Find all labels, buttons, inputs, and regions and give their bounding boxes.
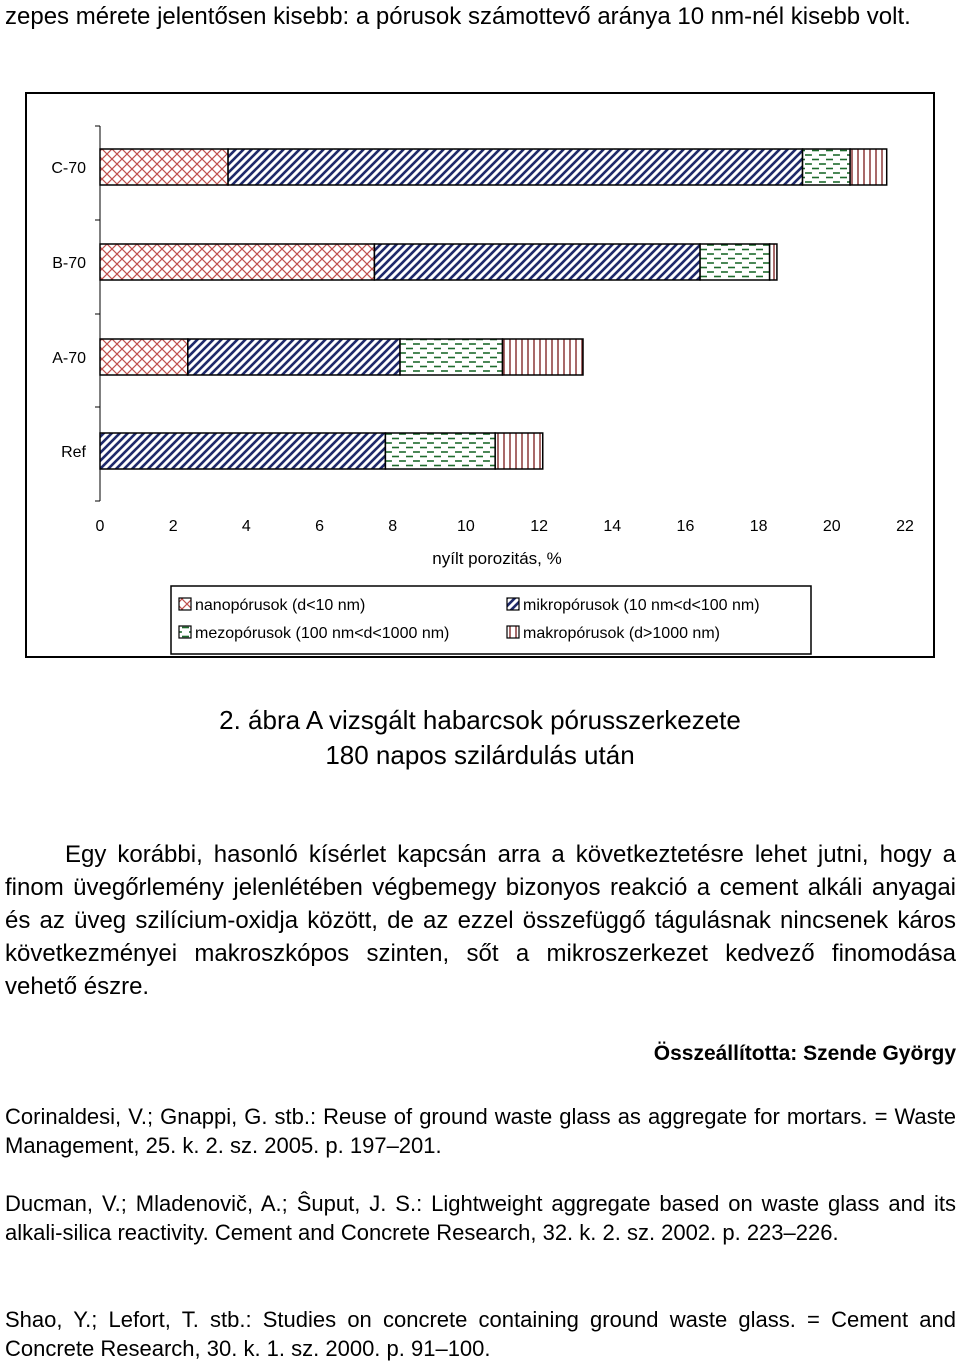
legend-swatch-macro [507, 626, 519, 638]
bar-c-70-micro [228, 149, 802, 185]
figure-caption-line1: 2. ábra A vizsgált habarcsok pórusszerkezete [219, 705, 741, 735]
x-axis-tick-labels [96, 518, 914, 535]
reference-3: Shao, Y.; Lefort, T. stb.: Studies on concrete containing ground waste glass. = Cement and Concrete Research, 30. k. 1. sz. 2000. p. 91–100. [5, 1307, 956, 1361]
bar-b-70-meso [700, 244, 770, 280]
x-tick-label: 20 [822, 518, 841, 535]
bar-b-70-macro [770, 244, 777, 280]
y-axis-labels [51, 160, 86, 461]
legend-label-nano: nanopórusok (d<10 nm) [195, 597, 366, 614]
bar-a-70-meso [400, 339, 502, 375]
bar-b-70-micro [374, 244, 700, 280]
author-line: Összeállította: Szende György [653, 1042, 956, 1065]
x-tick-label: 4 [241, 518, 251, 535]
legend [171, 586, 811, 654]
x-tick-label: 0 [95, 518, 105, 535]
y-axis-label-c-70: C-70 [51, 160, 86, 177]
x-tick-label: 10 [457, 518, 475, 535]
porosity-chart [27, 94, 933, 656]
bar-a-70-micro [188, 339, 400, 375]
y-axis-label-b-70: B-70 [52, 255, 86, 272]
x-tick-label: 16 [676, 518, 695, 535]
bar-c-70-nano [100, 149, 228, 185]
x-tick-label: 12 [530, 518, 548, 535]
reference-1: Corinaldesi, V.; Gnappi, G. stb.: Reuse of ground waste glass as aggregate for mortars. = Waste Management, 25. k. 2. sz. 2005. p. 197–201. [5, 1104, 956, 1158]
bar-c-70-meso [803, 149, 851, 185]
bar-ref-macro [495, 433, 543, 469]
legend-swatch-nano [179, 598, 191, 610]
legend-swatch-micro [507, 598, 519, 610]
bar-a-70-nano [100, 339, 188, 375]
x-tick-label: 6 [315, 518, 324, 535]
bar-groups [100, 149, 887, 469]
y-axis-label-ref: Ref [61, 444, 86, 461]
x-tick-label: 22 [896, 518, 914, 535]
bar-a-70-macro [503, 339, 584, 375]
legend-label-meso: mezopórusok (100 nm<d<1000 nm) [195, 625, 450, 642]
bar-ref-micro [100, 433, 385, 469]
bar-b-70-nano [100, 244, 374, 280]
legend-swatch-meso [179, 626, 191, 638]
legend-label-macro: makropórusok (d>1000 nm) [523, 625, 720, 642]
y-axis-label-a-70: A-70 [52, 350, 86, 367]
body-paragraph: Egy korábbi, hasonló kísérlet kapcsán arra a következtetésre lehet jutni, hogy a finom üvegőrlemény jelenlétében végbemegy bizonyos reakció a cement alkáli anyagai és az üveg szilícium-oxidja között, de az ezzel összefüggő tágulásnak nincsenek káros következményei makroszkópos szinten, sőt a mikroszerkezet kedvező finomodása vehető észre. [5, 841, 956, 1000]
bar-ref-meso [385, 433, 495, 469]
figure-caption-line2: 180 napos szilárdulás után [325, 740, 635, 770]
x-tick-label: 18 [749, 518, 768, 535]
legend-label-micro: mikropórusok (10 nm<d<100 nm) [523, 597, 760, 614]
chart-frame [25, 92, 935, 658]
x-tick-label: 14 [603, 518, 622, 535]
reference-2: Ducman, V.; Mladenovič, A.; Ŝuput, J. S.: Lightweight aggregate based on waste glass and its alkali-silica reactivity. Cement and Concrete Research, 32. k. 2. sz. 2002. p. 223–226. [5, 1191, 956, 1245]
x-tick-label: 8 [388, 518, 398, 535]
x-axis-title: nyílt porozitás, % [432, 549, 562, 568]
intro-paragraph: zepes mérete jelentősen kisebb: a pórusok számottevő aránya 10 nm-nél kisebb volt. [5, 3, 911, 30]
x-tick-label: 2 [168, 518, 178, 535]
bar-c-70-macro [850, 149, 887, 185]
